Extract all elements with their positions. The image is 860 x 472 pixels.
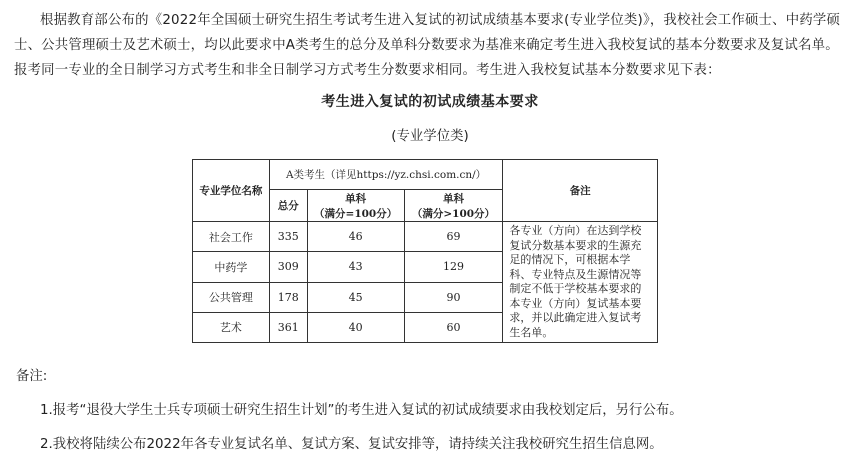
cell-single-100: 46: [307, 222, 404, 252]
header-single-over-100-sub: （满分>100分）: [411, 207, 496, 220]
cell-total: 361: [269, 312, 307, 342]
header-total: 总分: [269, 190, 307, 222]
intro-paragraph: 根据教育部公布的《2022年全国硕士研究生招生考试考生进入复试的初试成绩基本要求(专业学位类)》，我校社会工作硕士、中药学硕士、公共管理硕士及艺术硕士，均以此要求中A类考生的总分及单科分数要求为基准来确定考生进入我校复试的基本分数要求及复试名单。报考同一专业的全日制学习方式考生和非全日制学习方式考生分数要求相同。考生进入我校复试基本分数要求见下表：: [14, 13, 841, 78]
header-single-100: [307, 190, 404, 222]
score-table: [192, 159, 658, 343]
table-title: 考生进入复试的初试成绩基本要求: [321, 94, 539, 110]
table-row: [193, 222, 658, 252]
cell-name: 中药学: [193, 252, 270, 282]
cell-single-100: 43: [307, 252, 404, 282]
cell-single-over-100: 129: [404, 252, 503, 282]
header-single-100-label: 单科: [345, 192, 367, 205]
header-single-over-100: [404, 190, 503, 222]
note-item: 1.报考“退役大学生士兵专项硕士研究生招生计划”的考生进入复试的初试成绩要求由我校划定后，另行公布。: [40, 403, 683, 418]
cell-single-over-100: 90: [404, 282, 503, 312]
header-single-100-sub: （满分=100分）: [314, 207, 398, 220]
header-a-class: A类考生（详见https://yz.chsi.com.cn/）: [269, 160, 503, 190]
header-remark: 备注: [503, 160, 658, 222]
header-single-over-100-label: 单科: [442, 192, 464, 205]
cell-total: 335: [269, 222, 307, 252]
cell-single-over-100: 60: [404, 312, 503, 342]
cell-name: 社会工作: [193, 222, 270, 252]
notes-title: 备注:: [16, 369, 48, 384]
header-degree: 专业学位名称: [193, 160, 270, 222]
table-subtitle: (专业学位类): [391, 129, 469, 144]
cell-single-100: 45: [307, 282, 404, 312]
cell-name: 公共管理: [193, 282, 270, 312]
cell-single-over-100: 69: [404, 222, 503, 252]
cell-total: 309: [269, 252, 307, 282]
cell-name: 艺术: [193, 312, 270, 342]
note-item: 2.我校将陆续公布2022年各专业复试名单、复试方案、复试安排等，请持续关注我校研究生招生信息网。: [40, 437, 663, 452]
cell-single-100: 40: [307, 312, 404, 342]
cell-total: 178: [269, 282, 307, 312]
cell-remark: 各专业（方向）在达到学校复试分数基本要求的生源充足的情况下，可根据本学科、专业特点及生源情况等制定不低于学校基本要求的本专业（方向）复试基本要求，并以此确定进入复试考生名单。: [503, 222, 658, 343]
